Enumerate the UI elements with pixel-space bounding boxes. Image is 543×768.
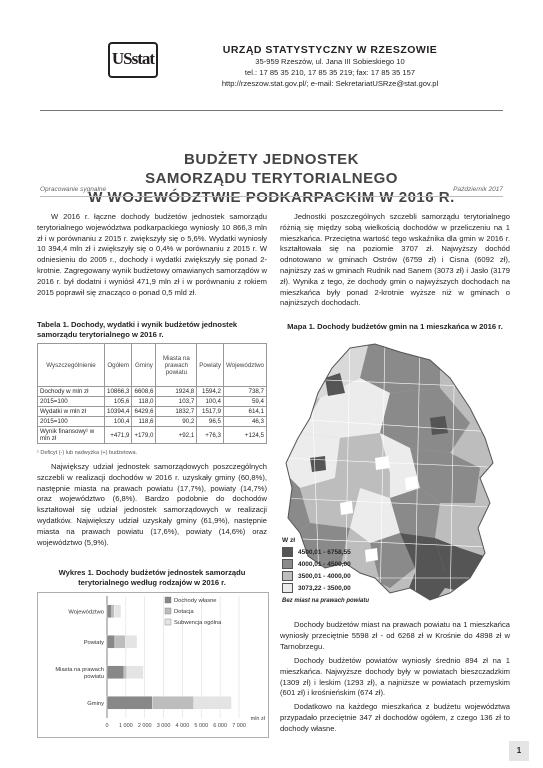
table-cell: +76,3	[197, 427, 224, 444]
document-title	[40, 150, 503, 207]
table-1-title: Tabela 1. Dochody, wydatki i wynik budżetów jednostek samorządu terytorialnego w 2016 r.	[37, 320, 238, 339]
x-tick-label: 3 000	[156, 723, 171, 729]
x-tick-label: 4 000	[175, 723, 190, 729]
org-header	[160, 44, 500, 89]
chart-legend-swatch	[165, 608, 171, 614]
org-phones: tel.: 17 85 35 210, 17 85 35 219; fax: 17 85 35 157	[244, 68, 416, 77]
bar-segment	[114, 605, 121, 618]
bar-segment	[107, 666, 124, 679]
category-label: Powiaty	[83, 639, 104, 646]
chart-legend-swatch	[165, 619, 171, 625]
bar-segment	[152, 696, 193, 709]
bar-segment	[107, 605, 112, 618]
table-cell: +471,9	[105, 427, 132, 444]
left-paragraph-1: W 2016 r. łączne dochody budżetów jednostek samorządu terytorialnego województwa podkarpackiego wyniosły 10 866,3 mln zł i w porównaniu z 2015 r. zwiększyły się o 5,6%. Wydatki wyniosły 10 394,4 mln zł i zwiększyły się o 0,4% w porównaniu z 2015 r. W odniesieniu do 2005 r., dochody i wydatki zwiększyły się ponad 2-krotnie. Zagregowany wynik budżetowy omawianych samorządów w 2016 r. był dodatni i wyniósł 471,9 mln zł i w porównaniu z rokiem 2015 poprawił się znacząco o ponad 0,5 mld zł.	[37, 212, 267, 297]
chart-1-title: Wykres 1. Dochody budżetów jednostek samorządu terytorialnego według rodzajów w 2016 r.	[58, 568, 246, 587]
x-tick-label: 0	[105, 723, 109, 729]
table-1	[37, 343, 267, 444]
legend-unit: W zł	[282, 537, 295, 544]
table-cell: +92,1	[156, 427, 197, 444]
left-paragraph-2: Największy udział jednostek samorządowych poszczególnych szczebli w realizacji dochodów w 2016 r. uzyskały gminy (60,8%), następnie miasta na prawach powiatu (17,7%), powiaty (14,7%) oraz województwo (6,8%). Bardzo podobnie do dochodów kształtował się udział jednostek samorządowych w realizacji wydatków. Największy udział uzyskały gminy (61,9%), następnie miasta na prawach powiatu (17,6%), powiaty (14,6%) oraz województwo (5,9%).	[37, 462, 267, 547]
meta-divider	[40, 196, 503, 197]
chart-legend-label: Dotacja	[174, 609, 194, 615]
page-number: 1	[509, 741, 529, 761]
table-cell: Wydatki w mln zł	[38, 407, 105, 417]
bar-segment	[107, 635, 115, 648]
category-label: Miasta na prawach	[55, 666, 104, 673]
table-cell: 90,2	[156, 417, 197, 427]
x-tick-label: 7 000	[232, 723, 246, 729]
table-cell: 2015=100	[38, 417, 105, 427]
table-cell: 1924,8	[156, 387, 197, 397]
table-cell: 1517,9	[197, 407, 224, 417]
bar-segment	[125, 635, 137, 648]
x-tick-label: 2 000	[137, 723, 152, 729]
table-header-row	[38, 344, 267, 387]
table-cell: 2015=100	[38, 397, 105, 407]
bar-segment	[124, 666, 127, 679]
table-header-cell: Ogółem	[105, 344, 132, 387]
legend-item	[282, 571, 369, 583]
table-header-cell: Województwo	[223, 344, 266, 387]
right-paragraph-3: Dochody budżetów powiatów wyniosły średnio 894 zł na 1 mieszkańca. Najwyższe dochody były w powiatach bieszczadzkim (1309 zł) i leskim (1293 zł), a najniższe w powiatach przemyskim (601 zł) i krośnieńskim (674 zł).	[280, 656, 510, 698]
right-paragraph-4: Dodatkowo na każdego mieszkańca z budżetu województwa przypadało przeciętnie 347 zł dochodów ogółem, z czego 136 zł to dochody własne.	[280, 702, 510, 733]
meta-left: Opracowanie sygnalne	[40, 186, 107, 193]
title-line-3: W WOJEWÓDZTWIE PODKARPACKIM W 2016 R.	[88, 189, 455, 206]
table-cell: 6429,6	[132, 407, 156, 417]
table-cell: Wynik finansowy¹ w mln zł	[38, 427, 105, 444]
table-header-cell: Powiaty	[197, 344, 224, 387]
meta-right: Październik 2017	[453, 186, 503, 193]
table-row	[38, 417, 267, 427]
org-address: 35-959 Rzeszów, ul. Jana III Sobieskiego 10	[255, 57, 405, 66]
table-cell: 118,0	[132, 397, 156, 407]
table-row	[38, 427, 267, 444]
table-cell: 6608,6	[132, 387, 156, 397]
table-cell: +124,5	[223, 427, 266, 444]
x-tick-label: 6 000	[213, 723, 228, 729]
legend-note: Bez miast na prawach powiatu	[282, 598, 370, 604]
table-cell: 118,6	[132, 417, 156, 427]
chart-legend-label: Dochody własne	[174, 598, 217, 604]
map-1-title: Mapa 1. Dochody budżetów gmin na 1 mieszkańca w 2016 r.	[287, 322, 503, 331]
chart-1	[37, 592, 269, 738]
table-cell: 1594,2	[197, 387, 224, 397]
table-cell: Dochody w mln zł	[38, 387, 105, 397]
header-divider	[40, 110, 503, 111]
org-name: URZĄD STATYSTYCZNY W RZESZOWIE	[222, 44, 438, 56]
category-label: Gminy	[87, 700, 104, 707]
chart-legend-label: Subwencja ogólna	[174, 620, 222, 626]
table-cell: 96,5	[197, 417, 224, 427]
legend-swatch	[282, 583, 293, 593]
x-tick-label: 1 000	[118, 723, 133, 729]
table-header-cell: Gminy	[132, 344, 156, 387]
category-label: powiatu	[84, 673, 104, 680]
bar-segment	[107, 696, 152, 709]
chart-legend-swatch	[165, 597, 171, 603]
table-row	[38, 407, 267, 417]
table-header-cell: Wyszczególnienie	[38, 344, 105, 387]
title-line-1: BUDŻETY JEDNOSTEK	[184, 151, 359, 168]
legend-label: 3073,22 - 3500,00	[298, 585, 351, 592]
right-paragraph-2: Dochody budżetów miast na prawach powiatu na 1 mieszkańca wyniosły przeciętnie 5598 zł - od 6268 zł w Krośnie do 4898 zł w Tarnobrzegu.	[280, 620, 510, 651]
table-cell: 100,4	[197, 397, 224, 407]
table-row	[38, 387, 267, 397]
table-cell: 103,7	[156, 397, 197, 407]
bar-segment	[112, 605, 114, 618]
org-web[interactable]: http://rzeszow.stat.gov.pl/; e-mail: SekretariatUSRze@stat.gov.pl	[221, 79, 439, 88]
x-unit-label: mln zł	[250, 716, 265, 722]
title-line-2: SAMORZĄDU TERYTORIALNEGO	[145, 170, 398, 187]
table-cell: +179,0	[132, 427, 156, 444]
legend-label: 4500,01 - 6758,55	[298, 549, 351, 556]
table-cell: 10866,3	[105, 387, 132, 397]
legend-swatch	[282, 559, 293, 569]
legend-label: 4000,01 - 4500,00	[298, 561, 351, 568]
us-logo: USstat	[108, 42, 158, 78]
legend-swatch	[282, 571, 293, 581]
legend-item	[282, 583, 369, 595]
legend-label: 3500,01 - 4000,00	[298, 573, 351, 580]
table-cell: 614,1	[223, 407, 266, 417]
table-footnote: ¹ Deficyt (-) lub nadwyżka (+) budżetowa.	[37, 450, 138, 456]
bar-segment	[194, 696, 232, 709]
table-cell: 46,3	[223, 417, 266, 427]
map-legend	[282, 535, 369, 607]
table-cell: 738,7	[223, 387, 266, 397]
bar-segment	[127, 666, 144, 679]
table-cell: 1832,7	[156, 407, 197, 417]
table-cell: 100,4	[105, 417, 132, 427]
x-tick-label: 5 000	[194, 723, 209, 729]
table-cell: 105,6	[105, 397, 132, 407]
category-label: Województwo	[68, 609, 104, 616]
table-cell: 59,4	[223, 397, 266, 407]
table-row	[38, 397, 267, 407]
table-header-cell: Miasta na prawach powiatu	[156, 344, 197, 387]
bar-segment	[115, 635, 126, 648]
legend-swatch	[282, 547, 293, 557]
right-paragraph-1: Jednostki poszczególnych szczebli samorządu terytorialnego różnią się między sobą wielkością dochodów w przeliczeniu na 1 mieszkańca. Przeciętna wartość tego wskaźnika dla gmin w 2016 r. kształtowała się na poziomie 3707 zł. Najwyższy dochód odnotowano w gminach Ostrów (6759 zł) i Cisna (6092 zł), najniższy zaś w gminach Rudnik nad Sanem (3073 zł) i Jasło (3179 zł). Wynika z tego, że dochody gmin o najwyższych dochodach na mieszkańca były ponad 2-krotnie wyższe niż w gminach o najniższych dochodach.	[280, 212, 510, 308]
legend-item	[282, 559, 369, 571]
legend-item	[282, 547, 369, 559]
table-cell: 10394,4	[105, 407, 132, 417]
